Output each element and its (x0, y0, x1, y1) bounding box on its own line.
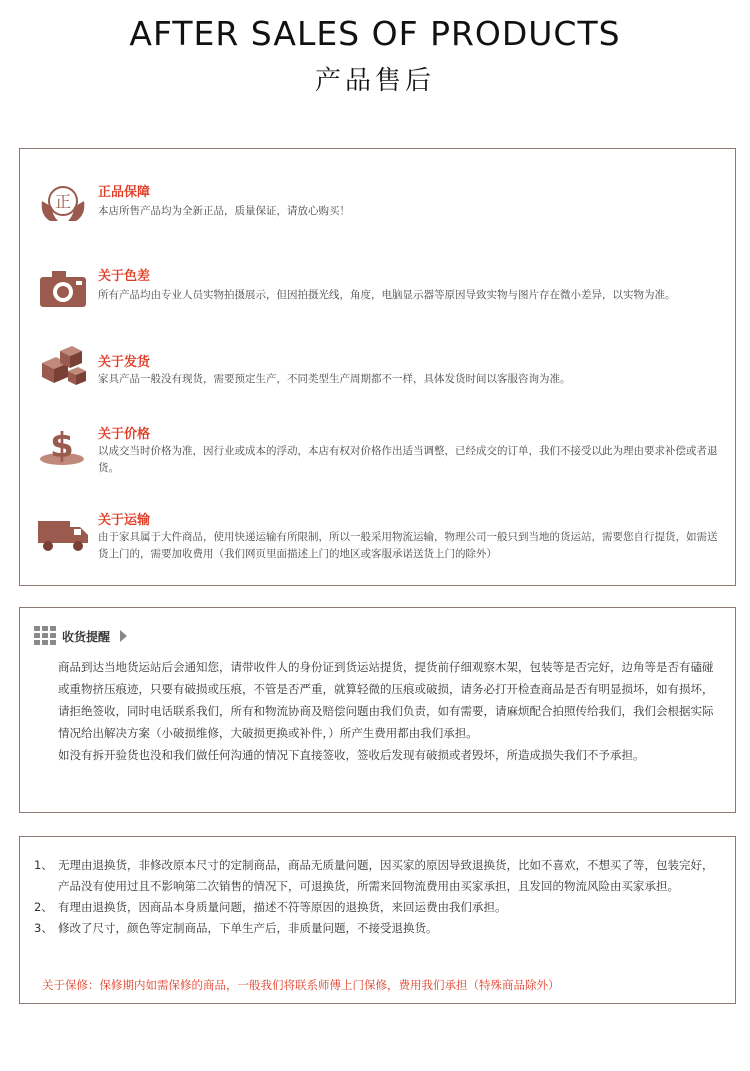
list-item (34, 918, 721, 939)
camera-icon (36, 265, 90, 309)
list-number: 1、 (34, 858, 53, 872)
list-text: 有理由退换货，因商品本身质量问题，描述不符等原因的退换货，来回运费由我们承担。 (58, 900, 507, 914)
receiving-paragraph: 商品到达当地货运站后会通知您，请带收件人的身份证到货运站提货，提货前仔细观察木架，包装等是否完好，边角等是否有磕碰或重物挤压痕迹，只要有破损或压痕，不管是否严重，就算轻微的压痕或破损，请务必打开检查商品是否有明显损坏，如有损坏，请拒绝签收，同时电话联系我们，所有和物流协商及赔偿问题由我们负责，如有需要，请麻烦配合拍照传给我们，我们会根据实际情况给出解决方案（小破损维修，大破损更换或补件，）所产生费用都由我们承担。 (58, 660, 714, 740)
returns-panel (19, 836, 736, 1004)
list-text: 修改了尺寸，颜色等定制商品，下单生产后，非质量问题，不接受退换货。 (58, 921, 438, 935)
grid-icon (34, 626, 58, 646)
page-title-cn: 产品售后 (314, 66, 435, 96)
guarantee-title: 关于价格 (98, 427, 151, 442)
guarantee-title: 关于发货 (98, 355, 151, 370)
guarantee-text: 家具产品一般没有现货，需要预定生产，不同类型生产周期都不一样，具体发货时间以客服咨询为准。 (98, 373, 571, 385)
guarantees-panel (19, 148, 736, 586)
hands-zheng-icon (36, 181, 90, 225)
receiving-label: 收货提醒 (62, 630, 111, 644)
guarantee-text: 以成交当时价格为准，因行业或成本的浮动，本店有权对价格作出适当调整，已经成交的订单，我们不接受以此为理由要求补偿或者退货。 (98, 445, 718, 474)
list-number: 3、 (34, 921, 53, 935)
guarantee-text: 本店所售产品均为全新正品，质量保证，请放心购买！ (98, 205, 350, 217)
warranty-note: 关于保修：保修期内如需保修的商品，一般我们将联系师傅上门保修，费用我们承担（特殊商品除外） (42, 978, 560, 992)
list-item (34, 855, 721, 897)
receiving-paragraph: 如没有拆开验货也没和我们做任何沟通的情况下直接签收，签收后发现有破损或者毁坏，所造成损失我们不予承担。 (58, 748, 645, 762)
receiving-panel (19, 607, 736, 813)
svg-text:正: 正 (54, 192, 72, 211)
truck-icon (36, 511, 90, 555)
guarantee-title: 正品保障 (98, 185, 151, 200)
list-item (34, 897, 721, 918)
dollar-icon (36, 423, 90, 467)
returns-list (34, 855, 721, 939)
svg-text:$: $ (50, 426, 74, 466)
arrow-right-icon (120, 630, 127, 642)
guarantee-title: 关于运输 (98, 513, 151, 528)
list-number: 2、 (34, 900, 53, 914)
list-text: 无理由退换货，非修改原本尺寸的定制商品，商品无质量问题，因买家的原因导致退换货，比如不喜欢，不想买了等，包装完好，产品没有使用过且不影响第二次销售的情况下，可退换货，所需来回物流费用由买家承担，且发回的物流风险由买家承担。 (58, 858, 714, 893)
guarantee-text: 由于家具属于大件商品，使用快递运输有所限制，所以一般采用物流运输，物理公司一般只到当地的货运站，需要您自行提货，如需送货上门的，需要加收费用（我们网页里面描述上门的地区或客服承诺送货上门的除外） (98, 531, 718, 560)
boxes-icon (36, 343, 90, 387)
guarantee-text: 所有产品均由专业人员实物拍摄展示，但因拍摄光线，角度，电脑显示器等原因导致实物与图片存在微小差异，以实物为准。 (98, 289, 676, 301)
page-title-en: AFTER SALES OF PRODUCTS (129, 14, 621, 53)
receiving-text (58, 656, 719, 766)
guarantee-title: 关于色差 (98, 269, 151, 284)
